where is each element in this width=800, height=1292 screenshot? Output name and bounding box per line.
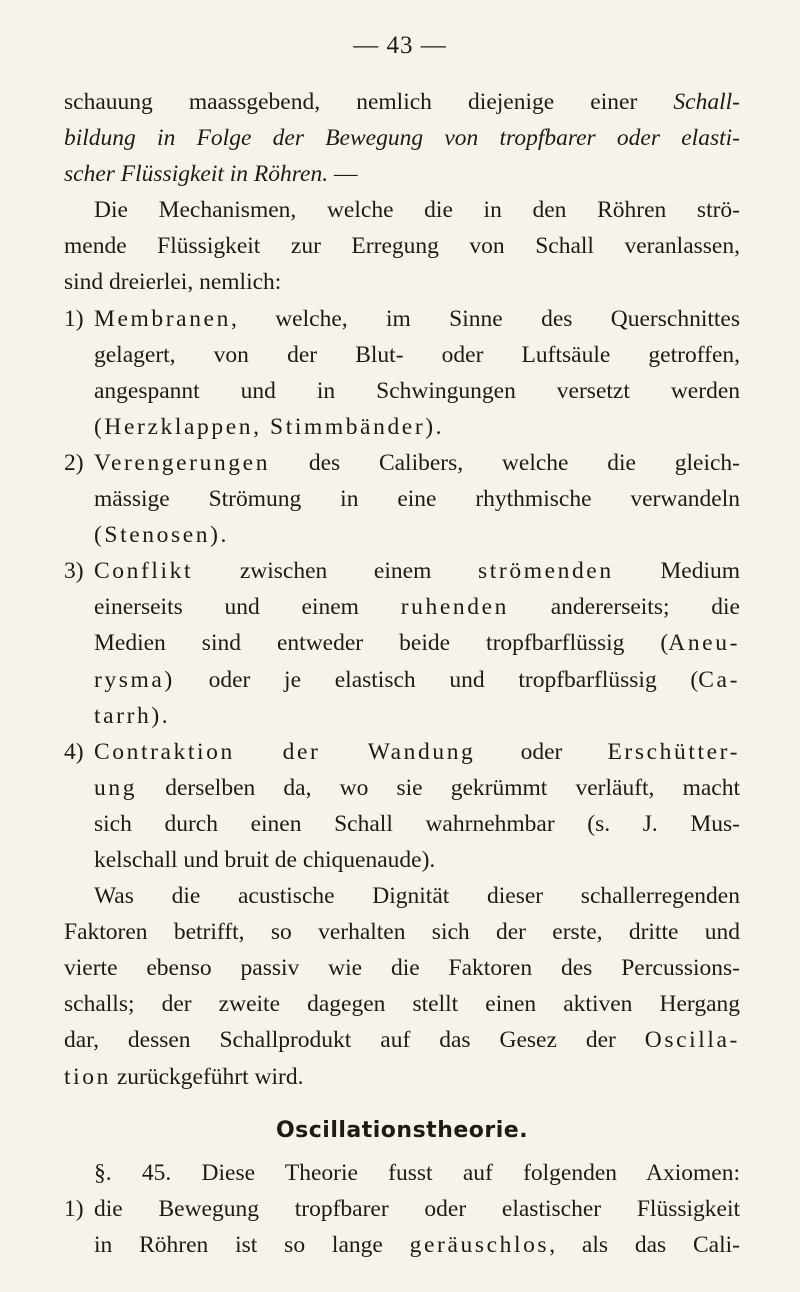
italic-span: Schall- [673,89,740,115]
spaced-term: strömenden [478,558,614,585]
list-item-3 [64,553,740,589]
text-line: sind dreierlei, nemlich: [64,269,282,296]
text-span: in Röhren ist so lange [94,1231,410,1258]
text-span: zwischen einem [193,558,479,585]
text-line: Was die acustische Dignität dieser schallerregenden [94,883,740,910]
text-line [64,409,740,445]
item-number: 1) [64,305,84,332]
text-span: , als das Cali- [549,1231,740,1258]
text-line: kelschall und bruit de chiquenaude). [94,846,436,873]
text-span: dar, dessen Schallprodukt auf das Gesez der [64,1027,645,1054]
spaced-term: Erschütter- [607,738,740,765]
body-text [64,84,740,1263]
spaced-term: Ca- [698,666,740,693]
text-span: oder je elastisch und tropfbarflüssig ( [174,666,699,693]
spaced-term: Membranen [94,305,231,332]
section-heading: Oscillationstheorie. [275,1117,529,1143]
text-line [64,1022,740,1058]
text-line: sich durch einen Schall wahrnehmbar (s. J. Mus- [94,810,740,837]
text-line: gelagert, von der Blut- oder Luftsäule getroffen, [94,341,740,368]
text-line: angespannt und in Schwingungen versetzt werden [94,377,740,404]
item-number: 1) [64,1195,84,1222]
list-item-1 [64,301,740,337]
text-line: schalls; der zweite dagegen stellt einen aktiven Hergang [64,991,740,1018]
item-number: 4) [64,738,84,765]
text-line: Die Mechanismen, welche die in den Röhren strö- [94,197,740,224]
spaced-term: Oscilla- [644,1027,740,1054]
spaced-term: (Stenosen). [94,522,229,549]
spaced-term: Verengerungen [94,449,271,476]
spaced-term: tarrh). [94,702,171,729]
text-line [64,770,740,806]
text-line [64,156,740,192]
text-span: — [328,161,358,188]
page-number: — 43 — [353,32,447,59]
text-span: schauung maassgebend, nemlich diejenige einer [64,89,638,115]
text-line: Faktoren betrifft, so verhalten sich der erste, dritte und [64,919,740,946]
list-item-4 [64,734,740,770]
spaced-term: geräuschlos [409,1231,550,1258]
spaced-term: Contraktion der Wandung [94,738,476,765]
spaced-term: ung [94,774,138,801]
item-number: 3) [64,558,84,585]
item-number: 2) [64,449,84,476]
text-span: , welche, im Sinne des Querschnittes [230,305,740,332]
text-span: die Bewegung tropfbarer oder elastischer Flüssigkeit [94,1195,740,1222]
text-span: derselben da, wo sie gekrümmt verläuft, macht [137,774,740,801]
text-span: zurückgeführt wird. [110,1063,304,1090]
italic-span: scher Flüssigkeit in Röhren. [64,161,329,188]
text-line [64,1059,740,1095]
text-line: vierte ebenso passiv wie die Faktoren des Percussions- [64,955,740,982]
text-span: Medien sind entweder beide tropfbarflüssig ( [94,630,669,657]
text-span: einerseits und einem [94,594,401,621]
spaced-term: rysma) [94,666,175,693]
text-span: des Calibers, welche die gleich- [270,449,740,476]
italic-span: bildung in Folge der Bewegung von tropfbarer oder elasti- [64,125,740,152]
spaced-term: Conflikt [94,558,194,585]
spaced-term: Aneu- [668,630,740,657]
text-line [64,662,740,698]
text-line [64,698,740,734]
text-line [64,625,740,661]
text-line: §. 45. Diese Theorie fusst auf folgenden Axiomen: [94,1159,740,1186]
text-line [64,84,740,120]
list-item-2 [64,445,740,481]
text-span: andererseits; die [508,594,740,621]
spaced-term: (Herzklappen, Stimmbänder). [94,413,445,440]
text-span: oder [475,738,608,765]
spaced-term: ruhenden [400,594,509,621]
text-line [64,120,740,156]
text-span: Medium [613,558,741,585]
axiom-1 [64,1191,740,1227]
text-line [64,1227,740,1263]
text-line [64,589,740,625]
spaced-term: tion [64,1063,111,1090]
text-line [64,517,740,553]
text-line: mende Flüssigkeit zur Erregung von Schall veranlassen, [64,233,740,260]
text-line: mässige Strömung in eine rhythmische verwandeln [94,486,740,513]
